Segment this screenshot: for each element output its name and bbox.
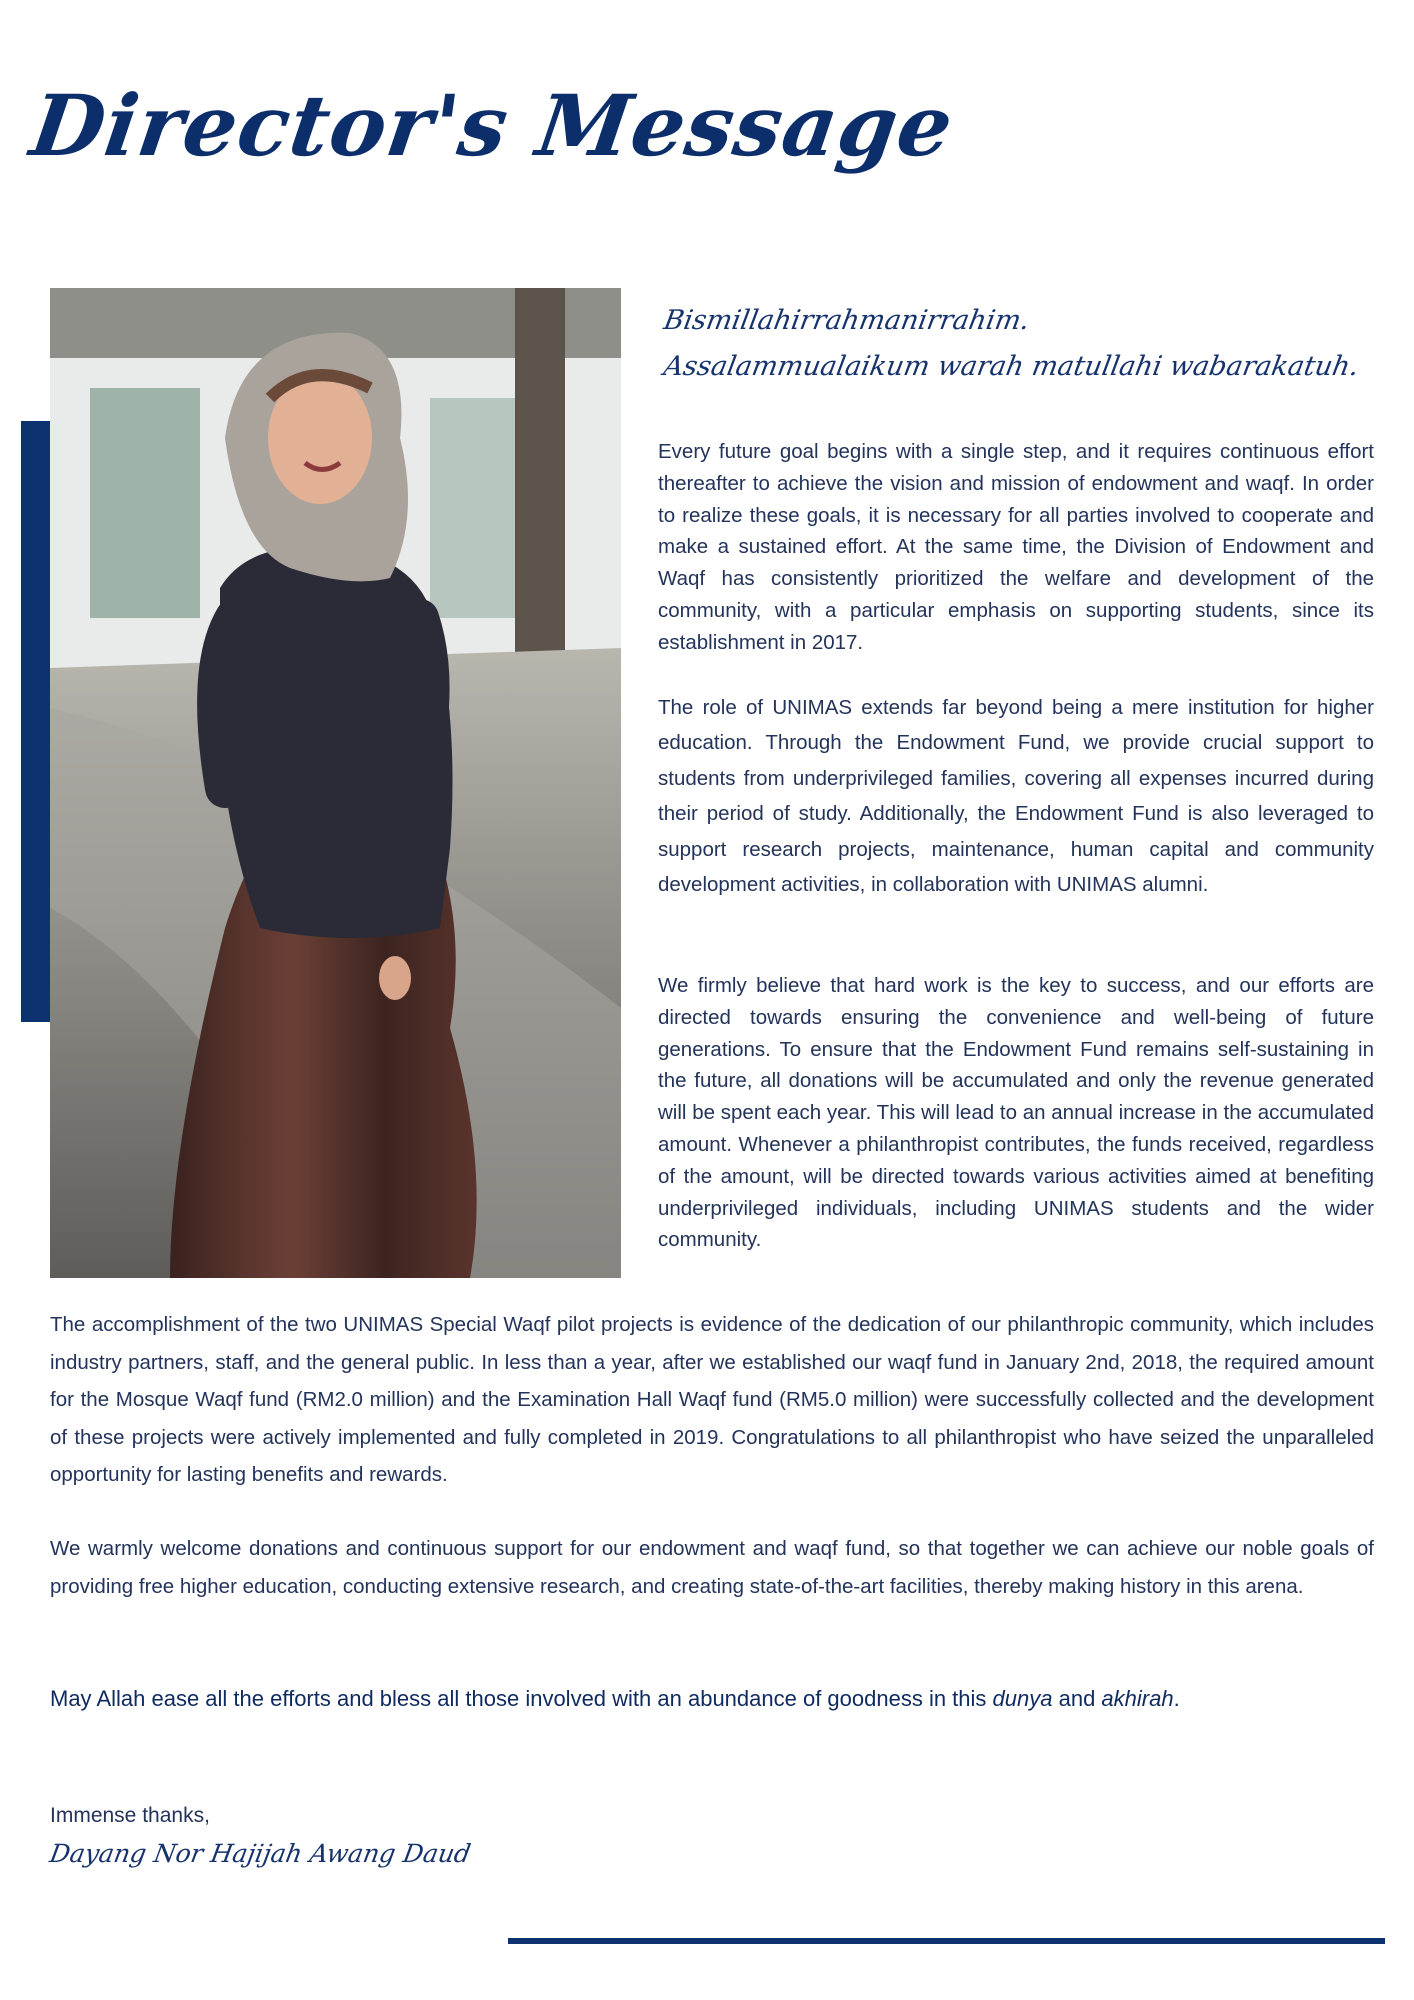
paragraph-accomplishment: The accomplishment of the two UNIMAS Special Waqf pilot projects is evidence of the dedication of our philanthropic community, which includes industry partners, staff, and the general public. In less than a year, after we established our waqf fund in January 2nd, 2018, the required amount for the Mosque Waqf fund (RM2.0 million) and the Examination Hall Waqf fund (RM5.0 million) were successfully collected and the development of these projects were actively implemented and fully completed in 2019. Congratulations to all philanthropist who have seized the unparalleled opportunity for lasting benefits and rewards. xyxy=(50,1313,1374,1487)
blessing-akhirah: akhirah xyxy=(1101,1686,1174,1711)
greeting-salam: Assalammualaikum warah matullahi wabarakatuh. xyxy=(661,351,1362,382)
blessing xyxy=(50,1682,1374,1716)
greeting-bismillah: Bismillahirrahmanirrahim. xyxy=(661,305,1032,336)
paragraph-welcome: We warmly welcome donations and continuous support for our endowment and waqf fund, so that together we can achieve our noble goals of providing free higher education, conducting extensive research, and creating state-of-the-art facilities, thereby making history in this arena. xyxy=(50,1537,1374,1598)
director-photo xyxy=(50,288,621,1278)
signature-name: Dayang Nor Hajijah Awang Daud xyxy=(47,1839,474,1868)
paragraph-vision: Every future goal begins with a single step, and it requires continuous effort thereafter to achieve the vision and mission of endowment and waqf. In order to realize these goals, it is necessary for all parties involved to cooperate and make a sustained effort. At the same time, the Division of Endowment and Waqf has consistently prioritized the welfare and development of the community, with a particular emphasis on supporting students, since its establishment in 2017. xyxy=(658,440,1374,654)
paragraph-belief: We firmly believe that hard work is the key to success, and our efforts are directed towards ensuring the convenience and well-being of future generations. To ensure that the Endowment Fund remains self-sustaining in the future, all donations will be accumulated and only the revenue generated will be spent each year. This will lead to an annual increase in the accumulated amount. Whenever a philanthropist contributes, the funds received, regardless of the amount, will be directed towards various activities aimed at benefiting underprivileged individuals, including UNIMAS students and the wider community. xyxy=(658,974,1374,1252)
bottom-rule xyxy=(508,1938,1385,1944)
page-title: Director's Message xyxy=(25,76,960,175)
closing-thanks: Immense thanks, xyxy=(50,1804,210,1827)
blessing-and: and xyxy=(1052,1686,1102,1711)
blessing-period: . xyxy=(1173,1686,1180,1711)
greeting xyxy=(652,298,1368,390)
blessing-dunya: dunya xyxy=(992,1686,1053,1711)
blessing-text: May Allah ease all the efforts and bless all those involved with an abundance of goodness in this xyxy=(50,1686,993,1711)
paragraph-role: The role of UNIMAS extends far beyond being a mere institution for higher education. Through the Endowment Fund, we provide crucial support to students from underprivileged families, covering all expenses incurred during their period of study. Additionally, the Endowment Fund is also leveraged to support research projects, maintenance, human capital and community development activities, in collaboration with UNIMAS alumni. xyxy=(658,696,1374,897)
